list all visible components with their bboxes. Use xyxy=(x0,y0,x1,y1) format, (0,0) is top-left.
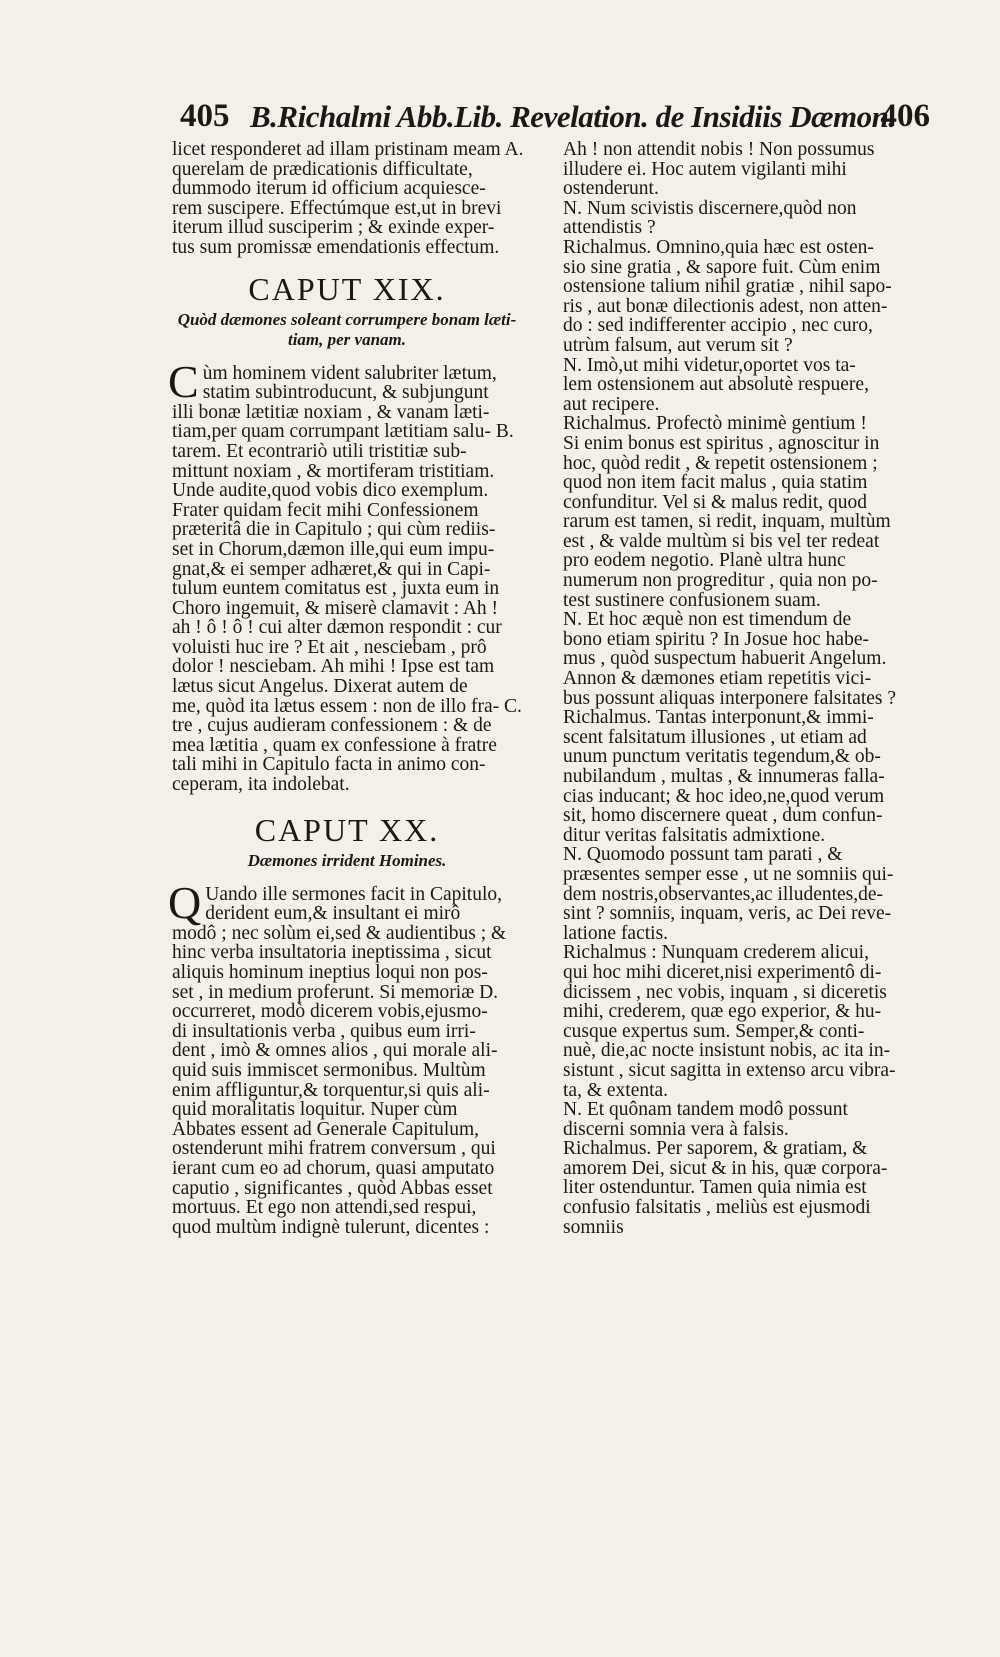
right-column-lines xyxy=(563,140,943,1237)
text-line: N. Et hoc æquè non est timendum de xyxy=(563,609,852,631)
text-line: N. Imò,ut mihi videtur,oportet vos ta- xyxy=(563,354,856,376)
chapter-20-lines xyxy=(172,885,552,1238)
text-line: illi bonæ lætitiæ noxiam , & vanam læti- xyxy=(172,401,490,423)
text-line: dent , imò & omnes alios , qui morale ali- xyxy=(172,1040,498,1062)
text-line: cusque expertus sum. Semper,& conti- xyxy=(563,1020,865,1042)
text-line: di insultationis verba , quibus eum irri- xyxy=(172,1020,476,1042)
text-line: test sustinere confusionem suam. xyxy=(563,589,821,611)
text-line: Abbates essent ad Generale Capitulum, xyxy=(172,1118,480,1140)
text-line: illudere ei. Hoc autem vigilanti mihi xyxy=(563,158,847,180)
text-line: hoc, quòd redit , & repetit ostensionem ; xyxy=(563,452,878,474)
text-line: hinc verba insultatoria ineptissima , sicut xyxy=(172,942,492,964)
text-line: latione factis. xyxy=(563,922,669,944)
right-column xyxy=(563,140,943,1237)
text-line: Richalmus. Omnino,quia hæc est osten- xyxy=(563,236,874,258)
text-line: lætus sicut Angelus. Dixerat autem de xyxy=(172,676,468,698)
text-line: mus , quòd suspectum habuerit Angelum. xyxy=(563,648,887,670)
text-line: ostensione talium nihil gratiæ , nihil sapo- xyxy=(563,276,892,298)
text-line: confusio falsitatis , meliùs est ejusmodi xyxy=(563,1197,871,1219)
text-line: utrùm falsum, aut verum sit ? xyxy=(563,334,793,356)
chapter-19-subtitle-line: tiam, per vanam. xyxy=(287,329,407,349)
text-line: ris , aut bonæ dilectionis adest, non atten- xyxy=(563,295,888,317)
text-line: qui hoc mihi diceret,nisi experimentô di- xyxy=(563,961,882,983)
text-line: tre , cujus audieram confessionem : & de xyxy=(172,715,492,737)
text-line: præteritâ die in Capitulo ; qui cùm rediis- xyxy=(172,519,496,541)
text-line: ùm hominem vident salubriter lætum, xyxy=(202,362,497,384)
text-line: Frater quidam fecit mihi Confessionem xyxy=(172,499,479,521)
text-line: mihi, crederem, quæ ego experior, & hu- xyxy=(563,1001,882,1023)
running-title: B.Richalmi Abb.Lib. Revelation. de Insidiis Dæmon. xyxy=(250,99,896,134)
text-line: quod multùm indignè tulerunt, dicentes : xyxy=(172,1216,490,1238)
text-line: somniis xyxy=(563,1216,624,1238)
text-line: ah ! ô ! ô ! cui alter dæmon respondit : cur xyxy=(172,617,502,639)
text-line: modô ; nec solùm ei,sed & audientibus ; & xyxy=(172,922,507,944)
text-line: ierant cum eo ad chorum, quasi amputato xyxy=(172,1157,495,1179)
text-line: sio sine gratia , & sapore fuit. Cùm enim xyxy=(563,256,881,278)
text-line: licet responderet ad illam pristinam meam A. xyxy=(172,139,524,160)
text-line: enim affliguntur,& torquentur,si quis ali- xyxy=(172,1079,490,1101)
text-line: attendistis ? xyxy=(563,217,656,239)
text-line: ostenderunt. xyxy=(563,178,659,200)
text-line: tus sum promissæ emendationis effectum. xyxy=(172,236,500,258)
text-line: dem nostris,observantes,ac illudentes,de- xyxy=(563,883,884,905)
text-line: tulum euntem comitatus est , juxta eum in xyxy=(172,578,500,600)
chapter-19-subtitle-line: Quòd dæmones soleant corrumpere bonam læti- xyxy=(177,309,517,329)
text-line: Si enim bonus est spiritus , agnoscitur in xyxy=(563,432,880,454)
text-line: mea lætitia , quam ex confessione à fratre xyxy=(172,734,497,756)
chapter-20-text xyxy=(168,876,552,1238)
text-line: nuè, die,ac nocte insistunt nobis, ac ita in- xyxy=(563,1040,891,1062)
drop-cap: Q xyxy=(168,876,202,928)
text-line: iterum illud susciperim ; & exinde exper- xyxy=(172,217,495,239)
text-line: N. Et quônam tandem modô possunt xyxy=(563,1099,848,1121)
text-line: gnat,& ei semper adhæret,& qui in Capi- xyxy=(172,558,491,580)
text-line: Richalmus. Profectò minimè gentium ! xyxy=(563,413,867,435)
text-line: statim subintroducunt, & subjungunt xyxy=(202,382,489,404)
text-line: voluisti huc ire ? Et ait , nesciebam , prô xyxy=(172,636,487,658)
text-line: pro eodem negotio. Planè ultra hunc xyxy=(563,550,846,572)
text-line: dolor ! nesciebam. Ah mihi ! Ipse est tam xyxy=(172,656,495,678)
text-line: sistunt , sicut sagitta in extenso arcu vibra- xyxy=(563,1059,896,1081)
chapter-19-lines xyxy=(172,364,552,795)
text-line: querelam de prædicationis difficultate, xyxy=(172,158,473,180)
text-line: sint ? somniis, inquam, veris, ac Dei reve- xyxy=(563,903,892,925)
chapter-19-text xyxy=(168,355,552,796)
text-line: aliquis hominum ineptius loqui non pos- xyxy=(172,962,488,983)
text-line: derident eum,& insultant ei mirô xyxy=(205,903,461,925)
text-line: Unde audite,quod vobis dico exemplum. xyxy=(172,480,489,502)
text-line: cias inducant; & hoc ideo,ne,quod verum xyxy=(563,785,885,807)
text-line: lem ostensionem aut absolutè respuere, xyxy=(563,374,869,396)
text-line: set in Chorum,dæmon ille,qui eum impu- xyxy=(172,538,495,560)
text-line: rem suscipere. Effectúmque est,ut in brevi xyxy=(172,197,502,219)
text-line: set , in medium proferunt. Si memoriæ D. xyxy=(172,981,499,1003)
text-line: discerni somnia vera à falsis. xyxy=(563,1118,789,1140)
text-line: est , & valde multùm si bis vel ter redeat xyxy=(563,530,880,552)
text-line: dummodo iterum id officium acquiesce- xyxy=(172,178,486,200)
text-line: sit, homo discernere queat , dum confun- xyxy=(563,805,883,827)
text-line: scent falsitatum illusiones , ut etiam ad xyxy=(563,726,867,748)
text-line: Annon & dæmones etiam repetitis vici- xyxy=(563,668,872,690)
text-line: ta, & extenta. xyxy=(563,1079,669,1101)
drop-cap: C xyxy=(168,355,199,407)
text-line: mortuus. Et ego non attendi,sed respui, xyxy=(172,1197,477,1219)
text-line: quid moralitatis loquitur. Nuper cùm xyxy=(172,1099,458,1121)
text-line: liter ostenduntur. Tamen quia nimia est xyxy=(563,1177,867,1199)
text-line: tali mihi in Capitulo facta in animo con- xyxy=(172,754,486,776)
chapter-19-title: CAPUT XIX. xyxy=(248,270,446,307)
text-line: Uando ille sermones facit in Capitulo, xyxy=(205,883,502,905)
text-line: Richalmus : Nunquam crederem alicui, xyxy=(563,942,869,964)
page-header xyxy=(180,98,940,138)
intro-paragraph xyxy=(172,140,552,258)
text-line: rarum est tamen, si redit, inquam, multùm xyxy=(563,511,891,533)
text-line: N. Num scivistis discernere,quòd non xyxy=(563,197,857,219)
text-line: me, quòd ita lætus essem : non de illo fra- C. xyxy=(172,695,522,717)
text-line: do : sed indifferenter accipio , nec curo, xyxy=(563,315,873,337)
text-line: Choro ingemuit, & miserè clamavit : Ah ! xyxy=(172,597,499,619)
text-line: dicissem , nec vobis, inquam , si diceretis xyxy=(563,981,887,1003)
text-line: occurreret, modò dicerem vobis,ejusmo- xyxy=(172,1001,488,1023)
chapter-20-subtitle: Dæmones irrident Homines. xyxy=(247,850,447,870)
chapter-20-title: CAPUT XX. xyxy=(254,811,440,848)
text-line: nubilandum , multas , & innumeras falla- xyxy=(563,766,885,787)
page-number-right: 406 xyxy=(880,98,930,134)
text-line: caputio , significantes , quòd Abbas esset xyxy=(172,1177,493,1199)
text-line: numerum non progreditur , quia non po- xyxy=(563,570,878,592)
text-line: ditur veritas falsitatis admixtione. xyxy=(563,824,826,846)
text-line: amorem Dei, sicut & in his, quæ corpora- xyxy=(563,1157,888,1179)
text-line: Richalmus. Tantas interponunt,& immi- xyxy=(563,707,874,729)
text-line: N. Quomodo possunt tam parati , & xyxy=(563,844,843,866)
text-line: ceperam, ita indolebat. xyxy=(172,774,350,796)
text-line: Ah ! non attendit nobis ! Non possumus xyxy=(563,139,875,160)
text-line: tarem. Et econtrariò utili tristitiæ sub- xyxy=(172,440,467,462)
text-line: mittunt noxiam , & mortiferam tristitiam. xyxy=(172,460,495,482)
text-line: confunditur. Vel si & malus redit, quod xyxy=(563,491,868,513)
text-line: bus possunt aliquas interponere falsitates ? xyxy=(563,687,897,709)
text-line: quid suis immiscet sermonibus. Multùm xyxy=(172,1059,486,1081)
text-line: unum punctum veritatis tegendum,& ob- xyxy=(563,746,881,768)
page-number-left: 405 xyxy=(180,98,230,134)
text-line: Richalmus. Per saporem, & gratiam, & xyxy=(563,1138,868,1160)
text-line: bono etiam spiritu ? In Josue hoc habe- xyxy=(563,628,869,650)
left-column xyxy=(168,139,552,1238)
text-line: tiam,per quam corrumpant lætitiam salu- B. xyxy=(172,421,514,443)
text-line: præsentes semper esse , ut ne somniis qui- xyxy=(563,863,894,885)
text-line: ostenderunt mihi fratrem conversum , qui xyxy=(172,1138,496,1160)
text-line: aut recipere. xyxy=(563,393,660,415)
text-line: quod non item facit malus , quia statim xyxy=(563,472,868,494)
